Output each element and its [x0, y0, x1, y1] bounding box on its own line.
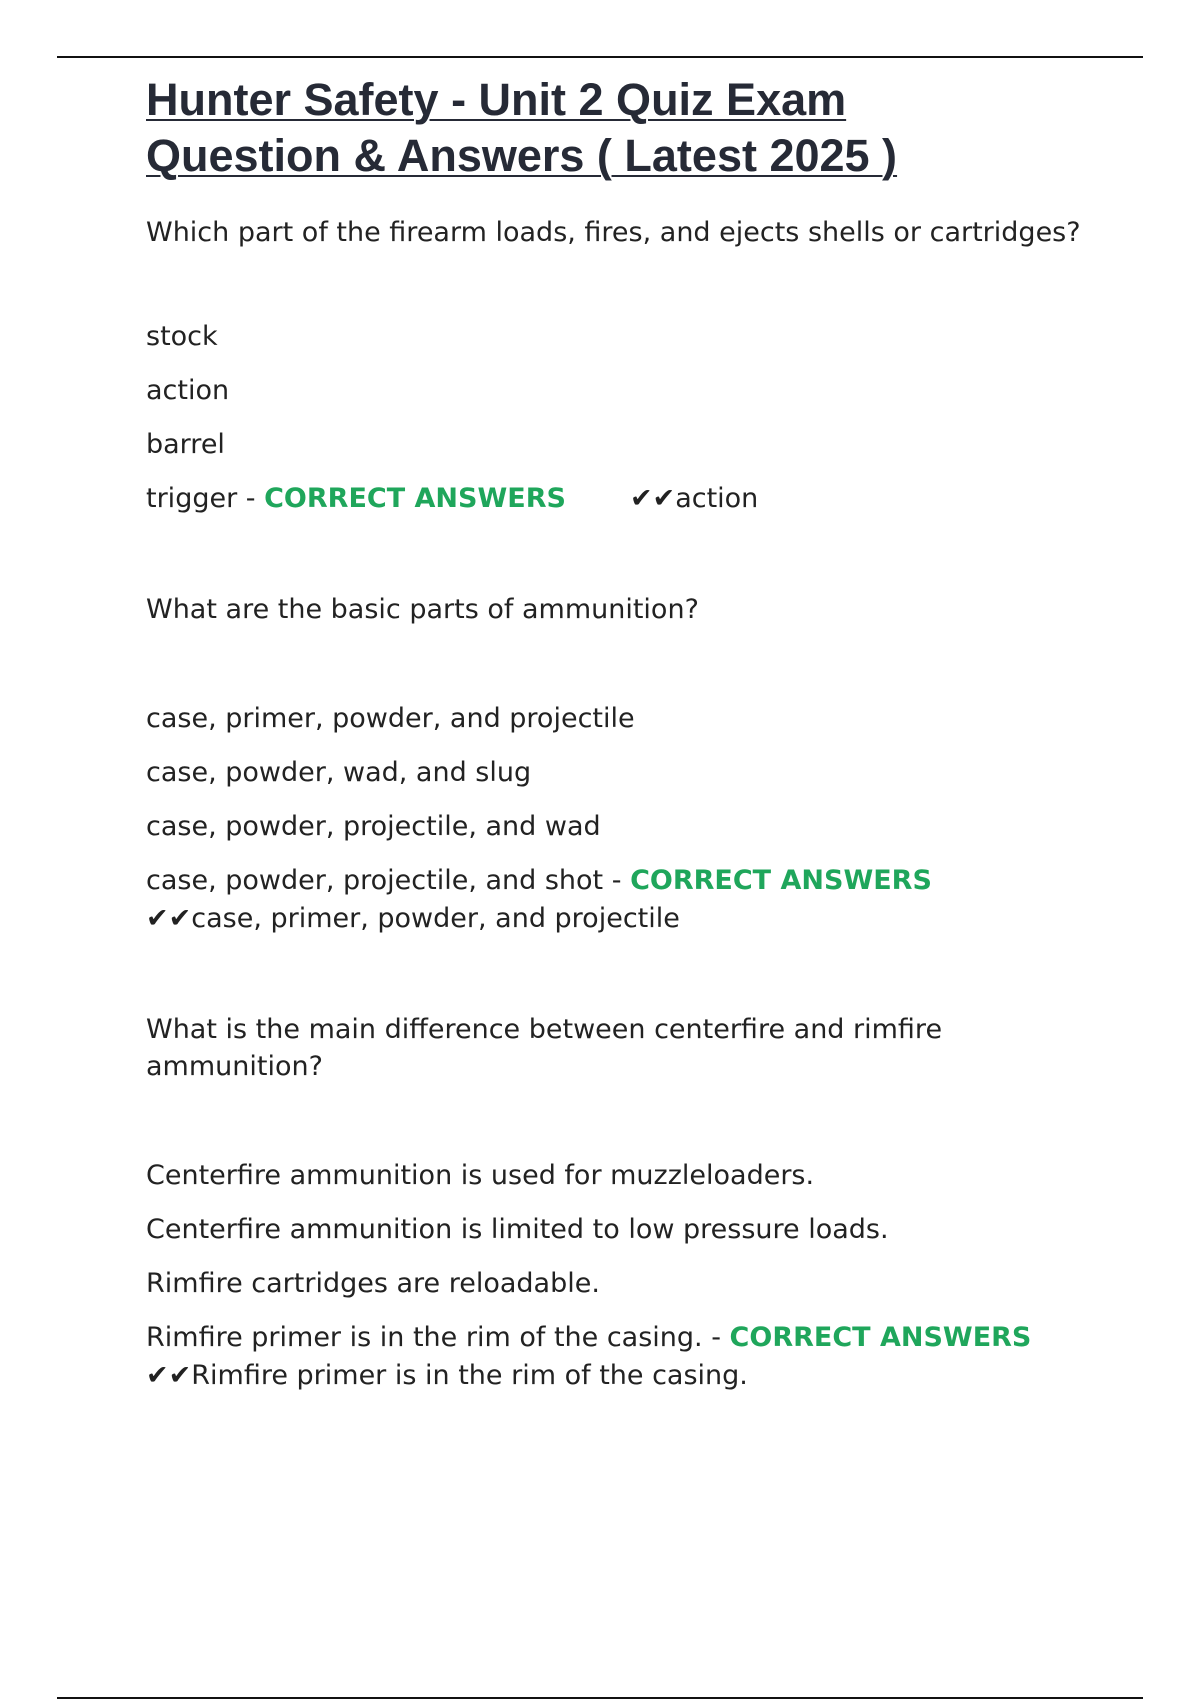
double-check-icon: ✔✔ [146, 903, 192, 934]
answer-separator: - [603, 865, 631, 896]
correct-answers-label: CORRECT ANSWERS [630, 865, 932, 896]
question-2-options [146, 700, 1106, 938]
correct-answers-label: CORRECT ANSWERS [264, 483, 566, 514]
question-3-options [146, 1157, 1106, 1395]
double-check-icon: ✔✔ [146, 1360, 192, 1391]
question-3-answer: Rimfire primer is in the rim of the casing. [191, 1360, 748, 1391]
question-3-option-d: Rimfire primer is in the rim of the casing. [146, 1322, 703, 1353]
question-3-option-a: Centerfire ammunition is used for muzzleloaders. [146, 1160, 815, 1191]
document-title [146, 72, 1106, 184]
question-3-option-b: Centerfire ammunition is limited to low pressure loads. [146, 1214, 889, 1245]
question-2-option-b: case, powder, wad, and slug [146, 757, 532, 788]
question-1-option-a: stock [146, 321, 218, 352]
title-line-1: Hunter Safety - Unit 2 Quiz Exam [146, 74, 847, 125]
question-2-option-a: case, primer, powder, and projectile [146, 703, 635, 734]
bottom-divider [57, 1697, 1143, 1699]
title-line-2: Question & Answers ( Latest 2025 ) [146, 130, 898, 181]
question-1-option-d: trigger [146, 483, 238, 514]
top-divider [57, 56, 1143, 58]
question-1-text: Which part of the firearm loads, fires, and ejects shells or cartridges? [146, 217, 1081, 248]
question-3-option-d-with-answer [146, 1319, 1106, 1395]
answer-separator: - [237, 483, 265, 514]
question-2-option-c: case, powder, projectile, and wad [146, 811, 601, 842]
correct-answers-label: CORRECT ANSWERS [729, 1322, 1032, 1353]
question-1-option-c: barrel [146, 429, 225, 460]
question-1-answer: action [675, 483, 759, 514]
question-2-text: What are the basic parts of ammunition? [146, 594, 699, 625]
answer-separator: - [702, 1322, 730, 1353]
question-2-answer: case, primer, powder, and projectile [191, 903, 680, 934]
question-2-option-d: case, powder, projectile, and shot [146, 865, 604, 896]
question-3-text: What is the main difference between centerfire and rimfire ammunition? [146, 1014, 943, 1082]
double-check-icon: ✔✔ [629, 483, 676, 514]
question-1-option-d-with-answer [146, 480, 1106, 518]
document-body [146, 72, 1106, 1395]
question-1-options [146, 318, 1106, 518]
question-1-option-b: action [146, 375, 230, 406]
question-3-option-c: Rimfire cartridges are reloadable. [146, 1268, 600, 1299]
question-2-option-d-with-answer [146, 862, 1106, 938]
